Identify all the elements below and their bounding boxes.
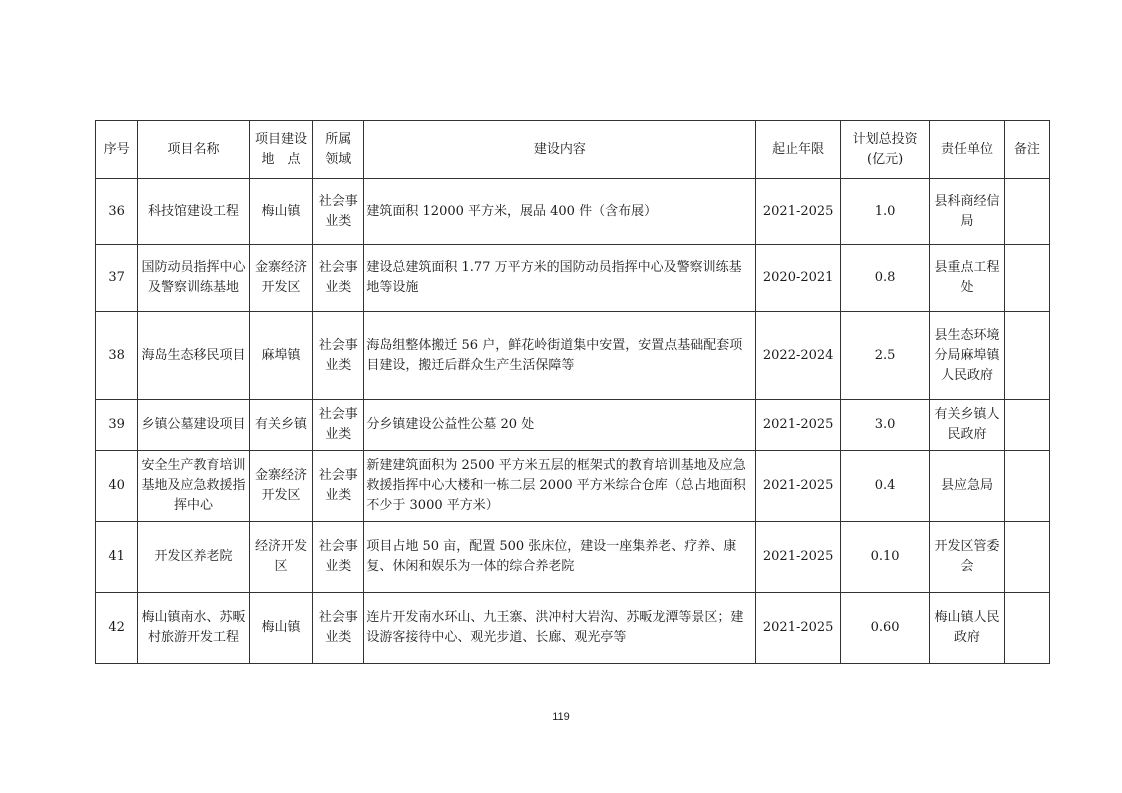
cell-content: 连片开发南水环山、九王寨、洪冲村大岩沟、苏畈龙潭等景区；建设游客接待中心、观光步道、长廊、观光亭等 [364, 593, 756, 664]
header-unit: 责任单位 [930, 121, 1004, 179]
cell-content: 海岛组整体搬迁 56 户，鲜花岭街道集中安置，安置点基础配套项目建设，搬迁后群众生产生活保障等 [364, 312, 756, 400]
header-location-line2: 地 点 [261, 151, 301, 167]
header-name: 项目名称 [138, 121, 250, 179]
cell-seq: 42 [96, 593, 138, 664]
header-remark: 备注 [1004, 121, 1049, 179]
cell-content: 建筑面积 12000 平方米，展品 400 件（含布展） [364, 179, 756, 245]
header-domain-line1: 所属 [325, 131, 352, 147]
header-domain-line2: 领域 [325, 151, 352, 167]
cell-name: 安全生产教育培训基地及应急救援指挥中心 [138, 451, 250, 522]
cell-name: 国防动员指挥中心及警察训练基地 [138, 245, 250, 312]
cell-period: 2020-2021 [756, 245, 840, 312]
cell-unit: 开发区管委会 [930, 522, 1004, 593]
cell-content: 建设总建筑面积 1.77 万平方米的国防动员指挥中心及警察训练基地等设施 [364, 245, 756, 312]
header-domain [313, 121, 364, 179]
cell-seq: 36 [96, 179, 138, 245]
cell-seq: 37 [96, 245, 138, 312]
cell-period: 2021-2025 [756, 593, 840, 664]
cell-domain: 社会事业类 [313, 400, 364, 451]
cell-unit: 县应急局 [930, 451, 1004, 522]
cell-unit: 县重点工程处 [930, 245, 1004, 312]
header-seq: 序号 [96, 121, 138, 179]
cell-remark [1004, 522, 1049, 593]
cell-remark [1004, 179, 1049, 245]
cell-period: 2021-2025 [756, 522, 840, 593]
cell-domain: 社会事业类 [313, 245, 364, 312]
cell-location: 经济开发区 [249, 522, 312, 593]
cell-location: 梅山镇 [249, 593, 312, 664]
cell-content: 项目占地 50 亩，配置 500 张床位，建设一座集养老、疗养、康复、休闲和娱乐为一体的综合养老院 [364, 522, 756, 593]
cell-domain: 社会事业类 [313, 312, 364, 400]
cell-investment: 3.0 [840, 400, 929, 451]
cell-name: 科技馆建设工程 [138, 179, 250, 245]
table-row [96, 312, 1050, 400]
cell-seq: 38 [96, 312, 138, 400]
header-investment [840, 121, 929, 179]
cell-location: 麻埠镇 [249, 312, 312, 400]
table-row [96, 179, 1050, 245]
table-row [96, 400, 1050, 451]
cell-seq: 39 [96, 400, 138, 451]
cell-name: 海岛生态移民项目 [138, 312, 250, 400]
cell-domain: 社会事业类 [313, 179, 364, 245]
cell-unit: 有关乡镇人民政府 [930, 400, 1004, 451]
table-row [96, 522, 1050, 593]
header-period: 起止年限 [756, 121, 840, 179]
table-row [96, 245, 1050, 312]
cell-seq: 41 [96, 522, 138, 593]
table-row [96, 451, 1050, 522]
header-content: 建设内容 [364, 121, 756, 179]
cell-investment: 0.60 [840, 593, 929, 664]
cell-remark [1004, 312, 1049, 400]
cell-investment: 0.4 [840, 451, 929, 522]
cell-period: 2021-2025 [756, 451, 840, 522]
cell-period: 2021-2025 [756, 179, 840, 245]
cell-domain: 社会事业类 [313, 451, 364, 522]
cell-investment: 0.8 [840, 245, 929, 312]
project-table [95, 120, 1050, 664]
header-location [249, 121, 312, 179]
cell-remark [1004, 400, 1049, 451]
cell-remark [1004, 451, 1049, 522]
table-row [96, 593, 1050, 664]
table-header-row [96, 121, 1050, 179]
cell-location: 金寨经济开发区 [249, 451, 312, 522]
cell-unit: 梅山镇人民政府 [930, 593, 1004, 664]
header-investment-line1: 计划总投资 [852, 131, 918, 147]
cell-remark [1004, 245, 1049, 312]
cell-seq: 40 [96, 451, 138, 522]
header-location-line1: 项目建设 [254, 131, 307, 147]
cell-domain: 社会事业类 [313, 593, 364, 664]
cell-content: 分乡镇建设公益性公墓 20 处 [364, 400, 756, 451]
cell-name: 梅山镇南水、苏畈村旅游开发工程 [138, 593, 250, 664]
cell-domain: 社会事业类 [313, 522, 364, 593]
cell-period: 2021-2025 [756, 400, 840, 451]
cell-name: 乡镇公墓建设项目 [138, 400, 250, 451]
cell-remark [1004, 593, 1049, 664]
cell-location: 有关乡镇 [249, 400, 312, 451]
header-investment-line2: (亿元) [867, 151, 904, 167]
cell-unit: 县生态环境分局麻埠镇人民政府 [930, 312, 1004, 400]
cell-name: 开发区养老院 [138, 522, 250, 593]
cell-investment: 1.0 [840, 179, 929, 245]
cell-investment: 0.10 [840, 522, 929, 593]
cell-investment: 2.5 [840, 312, 929, 400]
cell-content: 新建建筑面积为 2500 平方米五层的框架式的教育培训基地及应急救援指挥中心大楼和一栋二层 2000 平方米综合仓库（总占地面积不少于 3000 平方米） [364, 451, 756, 522]
cell-unit: 县科商经信局 [930, 179, 1004, 245]
page-number: 119 [552, 711, 570, 723]
cell-location: 金寨经济开发区 [249, 245, 312, 312]
cell-location: 梅山镇 [249, 179, 312, 245]
cell-period: 2022-2024 [756, 312, 840, 400]
